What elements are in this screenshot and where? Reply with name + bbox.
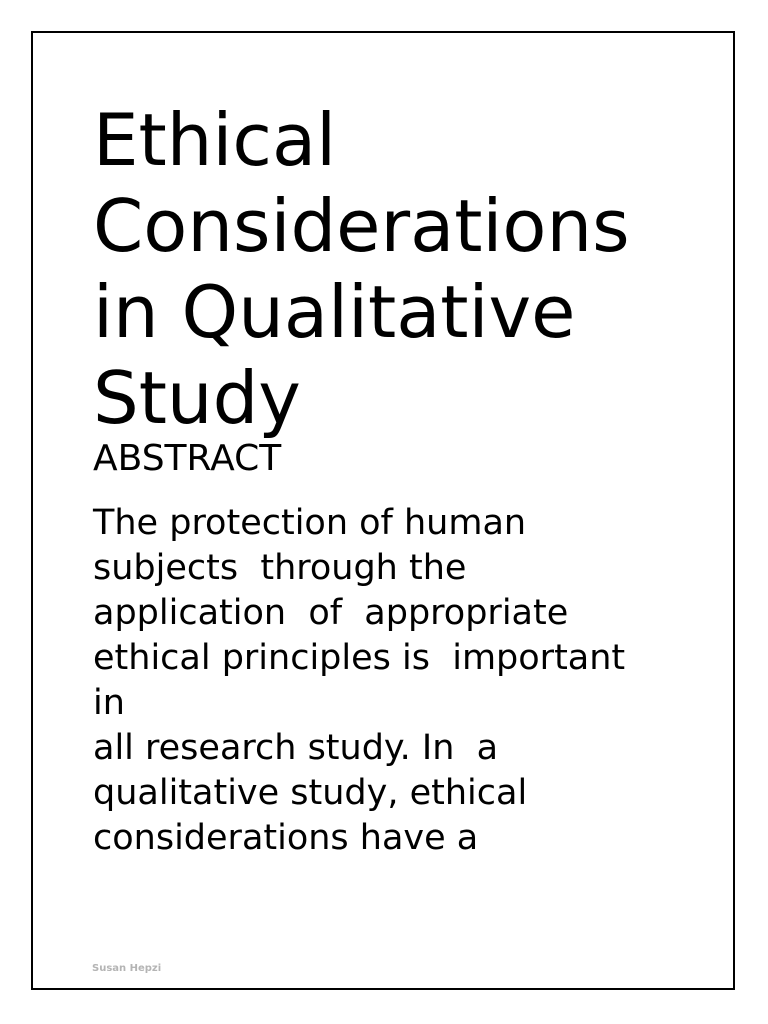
abstract-line: in: [93, 683, 125, 723]
document-page: [31, 31, 735, 990]
title-line-3: in Qualitative: [93, 270, 576, 354]
abstract-body: [93, 501, 625, 861]
abstract-line: The protection of human: [93, 503, 527, 543]
abstract-line: application of appropriate: [93, 593, 569, 633]
abstract-heading: ABSTRACT: [93, 438, 282, 479]
abstract-line: ethical principles is important: [93, 638, 626, 678]
title-line-1: Ethical: [93, 98, 337, 182]
title-line-2: Considerations: [93, 184, 630, 268]
abstract-line: subjects through the: [93, 548, 467, 588]
abstract-line: considerations have a: [93, 818, 479, 858]
document-title: [93, 97, 630, 441]
footer-author: Susan Hepzi: [92, 963, 162, 974]
title-line-4: Study: [93, 356, 301, 440]
abstract-line: qualitative study, ethical: [93, 773, 528, 813]
abstract-line: all research study. In a: [93, 728, 499, 768]
